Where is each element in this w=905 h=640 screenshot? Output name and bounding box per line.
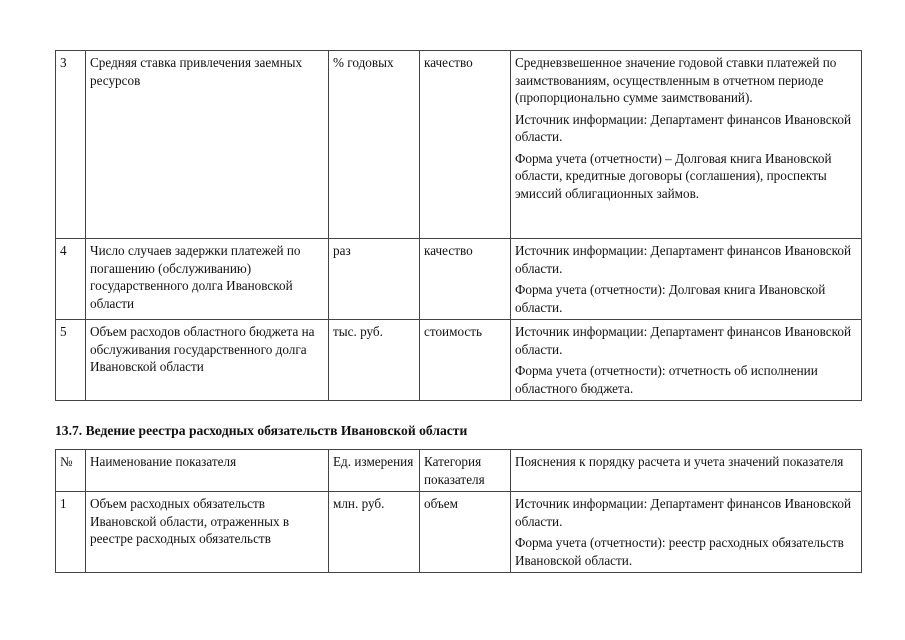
indicator-name: Средняя ставка привлечения заемных ресурсов [86,51,329,239]
table-header-row [56,450,862,492]
notes-paragraph: Источник информации: Департамент финансов Ивановской области. [515,496,852,529]
column-header-unit: Ед. измерения [329,450,420,492]
table-row [56,51,862,239]
indicator-category: качество [420,239,511,320]
indicator-name: Число случаев задержки платежей по погашению (обслуживанию) государственного долга Ивановской области [86,239,329,320]
notes-paragraph: Средневзвешенное значение годовой ставки платежей по заимствованиям, осуществленным в отчетном периоде (пропорционально сумме заимствований). [515,55,837,105]
notes-paragraph: Форма учета (отчетности): реестр расходных обязательств Ивановской области. [515,535,844,568]
notes-paragraph: Форма учета (отчетности) – Долговая книга Ивановской области, кредитные договоры (соглашения), проспекты эмиссий облигационных займов. [515,150,832,201]
indicator-name: Объем расходных обязательств Ивановской области, отраженных в реестре расходных обязательств [86,492,329,573]
row-number: 3 [56,51,86,239]
section-heading: 13.7. Ведение реестра расходных обязательств Ивановской области [55,423,468,438]
indicator-name: Объем расходов областного бюджета на обслуживания государственного долга Ивановской области [86,320,329,401]
notes-paragraph: Источник информации: Департамент финансов Ивановской области. [515,111,852,144]
unit-of-measure: тыс. руб. [329,320,420,401]
row-number: 4 [56,239,86,320]
indicator-category: стоимость [420,320,511,401]
indicator-category: объем [420,492,511,573]
column-header-name: Наименование показателя [86,450,329,492]
notes-paragraph: Форма учета (отчетности): отчетность об исполнении областного бюджета. [515,363,818,396]
notes-paragraph: Форма учета (отчетности): Долговая книга Ивановской области. [515,282,826,315]
notes-paragraph: Источник информации: Департамент финансов Ивановской области. [515,243,852,276]
calculation-notes [511,492,862,573]
unit-of-measure: млн. руб. [329,492,420,573]
row-number: 5 [56,320,86,401]
calculation-notes [511,51,862,239]
column-header-notes: Пояснения к порядку расчета и учета значений показателя [511,450,862,492]
indicator-category: качество [420,51,511,239]
calculation-notes [511,239,862,320]
register-indicators-table [55,449,862,573]
table-row [56,239,862,320]
indicators-table-continued [55,50,862,401]
column-header-number: № [56,450,86,492]
unit-of-measure: раз [329,239,420,320]
table-row [56,320,862,401]
unit-of-measure: % годовых [329,51,420,239]
calculation-notes [511,320,862,401]
table-row [56,492,862,573]
column-header-category: Категория показателя [420,450,511,492]
row-number: 1 [56,492,86,573]
notes-paragraph: Источник информации: Департамент финансов Ивановской области. [515,324,852,357]
